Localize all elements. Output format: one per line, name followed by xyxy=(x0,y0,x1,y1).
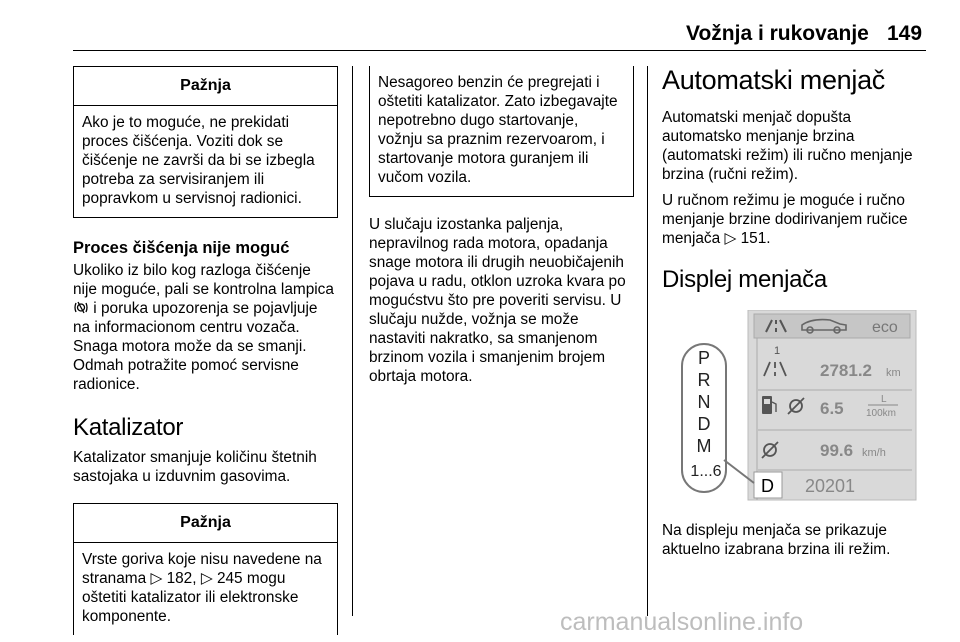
fuel-unit-bottom: 100km xyxy=(866,408,897,419)
section-title: Automatski menjač xyxy=(662,65,885,95)
caution-box xyxy=(73,503,338,635)
page-ref-arrow-icon: ▷ xyxy=(200,570,213,587)
caution-text: Ako je to moguće, ne prekidati proces čišćenja. Voziti dok se čišćenje ne završi da bi se izbegla potreba za servisiranjem ili popravkom u servisnoj radionici. xyxy=(82,114,315,207)
fuel-value: 6.5 xyxy=(820,399,844,418)
column-divider-1 xyxy=(352,66,353,616)
caution-text: Vrste goriva koje nisu navedene na stranama ▷ 182, ▷ 245 mogu oštetiti katalizator ili elektronske komponente. xyxy=(82,551,322,625)
column-divider-2 xyxy=(647,66,648,616)
odometer: 20201 xyxy=(805,476,856,496)
gear-selector-item: N xyxy=(697,392,711,412)
section-text: U slučaju izostanka paljenja, nepravilnog rada motora, opadanja snage motora ili drugih neuobičajenih pojava u radu, otklon uzroka kvara po mogućstvu što pre poveriti servisu. U slučaju nužde, vožnja se može nastaviti nakratko, sa smanjenom brzinom vozila i smanjenim brojem obrtaja motora. xyxy=(369,216,626,385)
watermark: carmanualsonline.info xyxy=(560,608,804,636)
section-title: Katalizator xyxy=(73,414,184,441)
display-caption: Na displeju menjača se prikazuje aktuelno izabrana brzina ili režim. xyxy=(662,522,891,558)
gear-selector-item: 1...6 xyxy=(690,463,722,480)
engine-warning-icon xyxy=(73,300,93,317)
caution-text: Nesagoreo benzin će pregrejati i oštetiti katalizator. Zato izbegavajte nepotrebno dugo startovanje, vožnju sa praznim rezervoarom, i startovanje motora guranjem ili vučom vozila. xyxy=(378,74,618,186)
fuel-unit-top: L xyxy=(881,394,887,405)
header-rule xyxy=(73,50,926,51)
section-heading: Proces čišćenja nije moguć xyxy=(73,239,290,257)
gear-selector-item: M xyxy=(696,436,712,456)
current-gear: D xyxy=(761,476,774,496)
gear-selector-item: P xyxy=(697,348,711,368)
section-text: U ručnom režimu je moguće i ručno menjanje brzine dodirivanjem ručice menjača ▷ 151. xyxy=(662,192,908,247)
section-text: Ukoliko iz bilo kog razloga čišćenje nije moguće, pali se kontrolna lampica i poruka upozorenja se pojavljuje na informacionom centru vozača. Snaga motora može da se smanji. Odmah potražite pomoć servisne radionice. xyxy=(73,262,334,393)
page-ref-arrow-icon: ▷ xyxy=(150,570,163,587)
trip-value: 2781.2 xyxy=(820,361,872,380)
caution-box-continued xyxy=(369,66,634,197)
caution-title: Pažnja xyxy=(74,67,337,106)
transmission-display-illustration xyxy=(662,310,927,510)
page-ref-arrow-icon: ▷ xyxy=(724,230,737,247)
gear-selector-item: R xyxy=(697,370,711,390)
trip-unit: km xyxy=(886,367,901,379)
trip-index: 1 xyxy=(774,345,781,357)
speed-unit: km/h xyxy=(862,447,886,459)
gear-selector-item: D xyxy=(697,414,711,434)
column-1 xyxy=(73,66,338,635)
page-number: 149 xyxy=(887,22,923,45)
speed-value: 99.6 xyxy=(820,441,854,460)
section-text: Katalizator smanjuje količinu štetnih sastojaka u izduvnim gasovima. xyxy=(73,449,317,485)
column-2 xyxy=(369,66,634,386)
eco-label: eco xyxy=(872,319,898,336)
caution-title: Pažnja xyxy=(74,504,337,543)
section-text: Automatski menjač dopušta automatsko menjanje brzina (automatski režim) ili ručno menjanje brzina (ručni režim). xyxy=(662,109,913,183)
section-title: Displej menjača xyxy=(662,266,827,293)
column-3 xyxy=(662,64,927,300)
caution-box xyxy=(73,66,338,218)
page-header-title: Vožnja i rukovanje xyxy=(686,22,869,45)
